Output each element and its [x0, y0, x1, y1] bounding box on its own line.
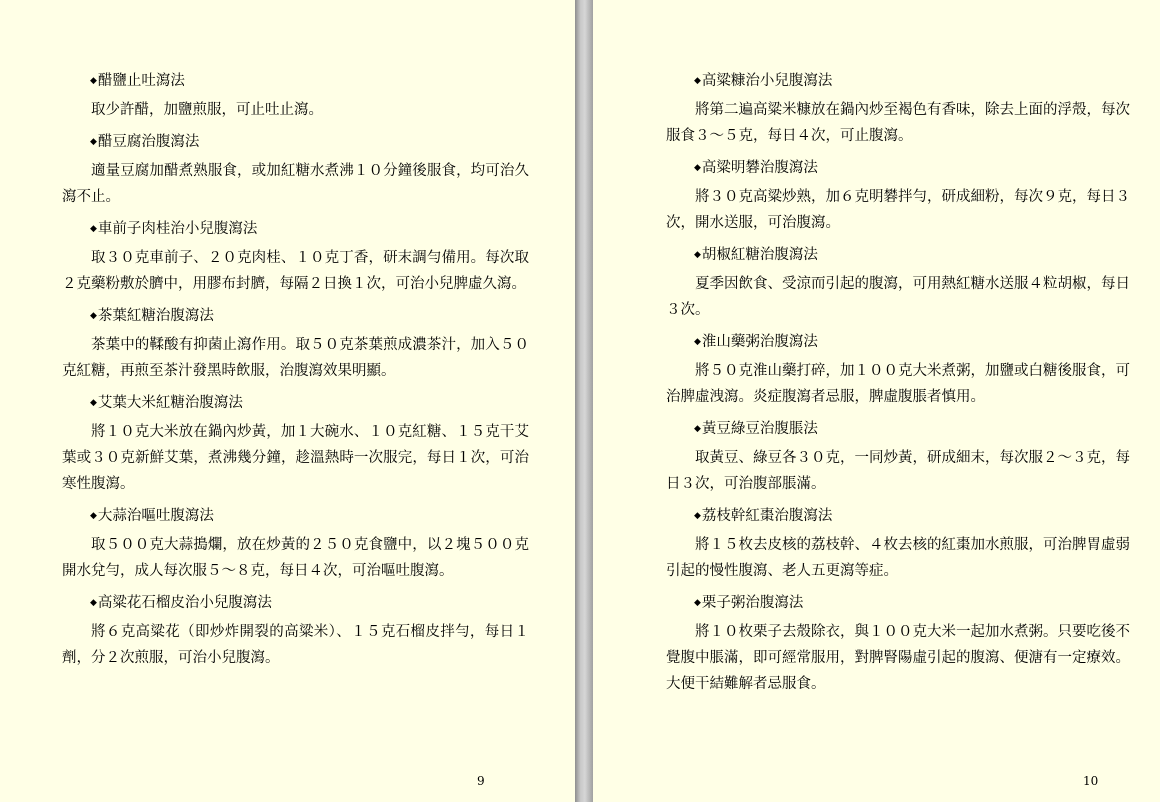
- diamond-bullet-icon: ◆: [694, 76, 701, 86]
- section-body: 取５００克大蒜搗爛，放在炒黃的２５０克食鹽中，以２塊５００克開水兌勻，成人每次服５～８克，每日４次，可治嘔吐腹瀉。: [62, 537, 529, 579]
- section-heading: ◆淮山藥粥治腹瀉法: [666, 329, 1130, 355]
- section-heading: ◆車前子肉桂治小兒腹瀉法: [62, 216, 529, 242]
- diamond-bullet-icon: ◆: [90, 598, 97, 608]
- section-heading: ◆胡椒紅糖治腹瀉法: [666, 242, 1130, 268]
- section-body: 將１０克大米放在鍋內炒黃，加１大碗水、１０克紅糖、１５克干艾葉或３０克新鮮艾葉，煮沸幾分鐘，趁溫熱時一次服完，每日１次，可治寒性腹瀉。: [62, 424, 529, 492]
- page-content: [62, 68, 529, 671]
- section-heading: ◆茶葉紅糖治腹瀉法: [62, 303, 529, 329]
- diamond-bullet-icon: ◆: [694, 598, 701, 608]
- page-number: 10: [1083, 774, 1099, 788]
- diamond-bullet-icon: ◆: [90, 137, 97, 147]
- section-body: 將６克高粱花（即炒炸開裂的高粱米）、１５克石榴皮拌勻，每日１劑，分２次煎服，可治小兒腹瀉。: [62, 624, 529, 666]
- section-body: 取少許醋，加鹽煎服，可止吐止瀉。: [91, 102, 323, 118]
- section-body: 將３０克高粱炒熟，加６克明礬拌勻，研成細粉，每次９克，每日３次，開水送服，可治腹瀉。: [666, 189, 1130, 231]
- section-body: 取黃豆、綠豆各３０克，一同炒黃，研成細末，每次服２～３克，每日３次，可治腹部脹滿。: [666, 450, 1130, 492]
- section-heading: ◆醋鹽止吐瀉法: [62, 68, 529, 94]
- section-body: 取３０克車前子、２０克肉桂、１０克丁香，研末調勻備用。每次取２克藥粉敷於臍中，用膠布封臍，每隔２日換１次，可治小兒脾虛久瀉。: [62, 250, 529, 292]
- page-10: [593, 0, 1160, 802]
- diamond-bullet-icon: ◆: [694, 337, 701, 347]
- page-content: [666, 68, 1130, 697]
- section-heading: ◆高粱花石榴皮治小兒腹瀉法: [62, 590, 529, 616]
- section-heading: ◆高粱糠治小兒腹瀉法: [666, 68, 1130, 94]
- diamond-bullet-icon: ◆: [694, 424, 701, 434]
- diamond-bullet-icon: ◆: [694, 511, 701, 521]
- page-9: [0, 0, 575, 802]
- section-heading: ◆醋豆腐治腹瀉法: [62, 129, 529, 155]
- section-body: 適量豆腐加醋煮熟服食，或加紅糖水煮沸１０分鐘後服食，均可治久瀉不止。: [62, 163, 529, 205]
- section-heading: ◆高粱明礬治腹瀉法: [666, 155, 1130, 181]
- diamond-bullet-icon: ◆: [90, 398, 97, 408]
- section-heading: ◆大蒜治嘔吐腹瀉法: [62, 503, 529, 529]
- diamond-bullet-icon: ◆: [90, 511, 97, 521]
- section-heading: ◆黃豆綠豆治腹脹法: [666, 416, 1130, 442]
- page-gutter: [575, 0, 593, 802]
- diamond-bullet-icon: ◆: [694, 250, 701, 260]
- section-heading: ◆艾葉大米紅糖治腹瀉法: [62, 390, 529, 416]
- section-body: 將５０克淮山藥打碎，加１００克大米煮粥，加鹽或白糖後服食，可治脾虛洩瀉。炎症腹瀉者忌服，脾虛腹脹者慎用。: [666, 363, 1130, 405]
- section-body: 將１０枚栗子去殼除衣，與１００克大米一起加水煮粥。只要吃後不覺腹中脹滿，即可經常服用，對脾腎陽虛引起的腹瀉、便溏有一定療效。大便干結難解者忌服食。: [666, 624, 1130, 692]
- section-heading: ◆荔枝幹紅棗治腹瀉法: [666, 503, 1130, 529]
- page-number: 9: [477, 774, 485, 788]
- section-heading: ◆栗子粥治腹瀉法: [666, 590, 1130, 616]
- diamond-bullet-icon: ◆: [90, 311, 97, 321]
- section-body: 茶葉中的鞣酸有抑菌止瀉作用。取５０克茶葉煎成濃茶汁，加入５０克紅糖，再煎至茶汁發黑時飲服，治腹瀉效果明顯。: [62, 337, 529, 379]
- diamond-bullet-icon: ◆: [90, 224, 97, 234]
- section-body: 夏季因飲食、受涼而引起的腹瀉，可用熱紅糖水送服４粒胡椒，每日３次。: [666, 276, 1130, 318]
- section-body: 將第二遍高粱米糠放在鍋內炒至褐色有香味，除去上面的浮殼，每次服食３～５克，每日４次，可止腹瀉。: [666, 102, 1130, 144]
- section-body: 將１５枚去皮核的荔枝幹、４枚去核的紅棗加水煎服，可治脾胃虛弱引起的慢性腹瀉、老人五更瀉等症。: [666, 537, 1130, 579]
- diamond-bullet-icon: ◆: [90, 76, 97, 86]
- diamond-bullet-icon: ◆: [694, 163, 701, 173]
